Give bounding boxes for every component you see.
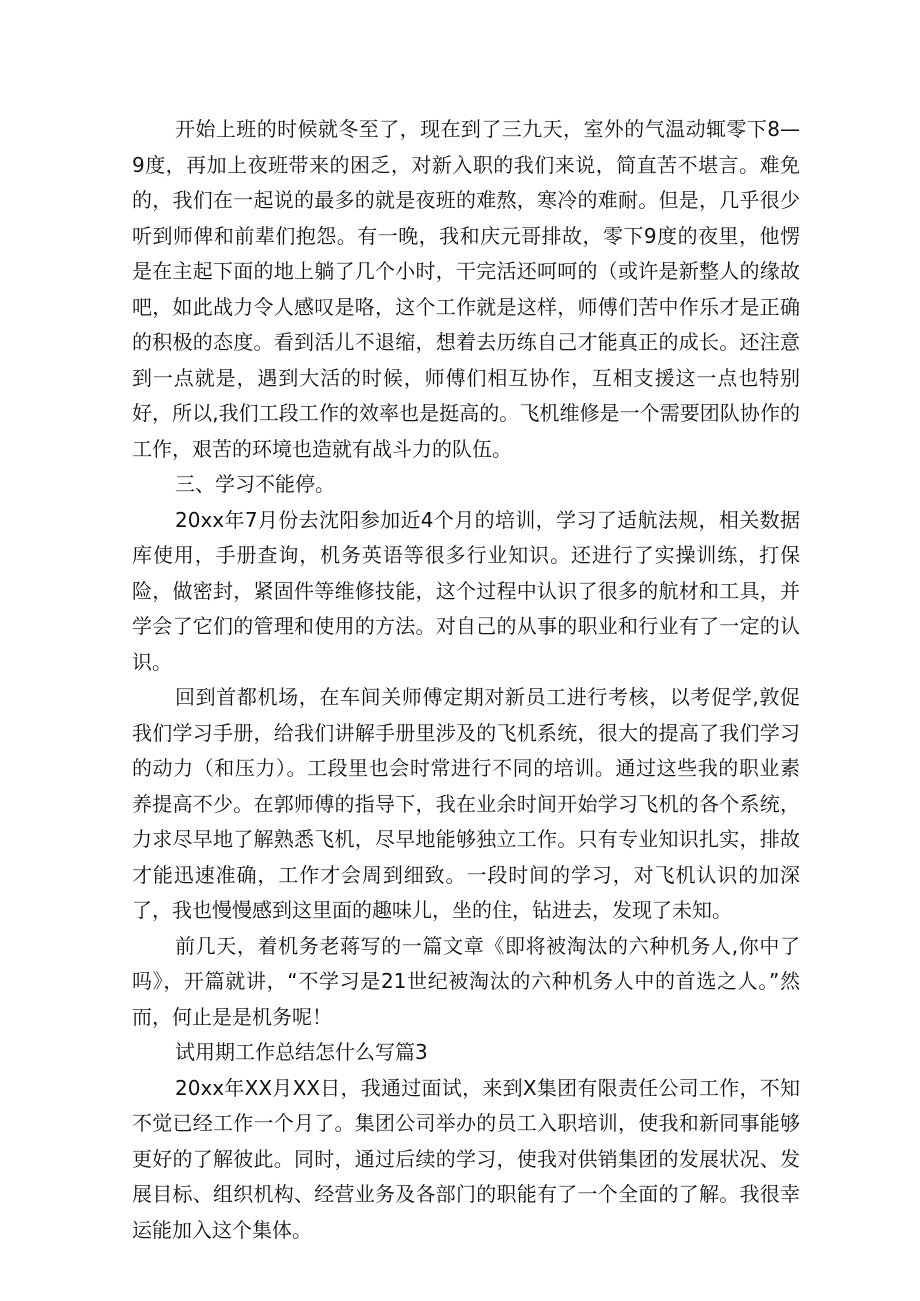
paragraph-onboarding: 20xx年XX月XX日，我通过面试，来到X集团有限责任公司工作，不知不觉已经工作一个月了。集团公司举办的员工入职培训，使我和新同事能够更好的了解彼此。同时，通过后续的学习，使我对供销集团的发展状况、发展目标、组织机构、经营业务及各部门的职能有了一个全面的了解。我很幸运能加入这个集体。 bbox=[132, 1075, 800, 1242]
paragraph-article-quote: 前几天，着机务老蒋写的一篇文章《即将被淘汰的六种机务人,你中了吗》，开篇就讲，“不学习是21世纪被淘汰的六种机务人中的首选之人。”然而，何止是是机务呢！ bbox=[132, 933, 800, 1029]
section-heading-keep-learning: 三、学习不能停。 bbox=[175, 472, 335, 496]
paragraph-night-shift: 开始上班的时候就冬至了，现在到了三九天，室外的气温动辄零下8—9度，再加上夜班带来的困乏，对新入职的我们来说，简直苦不堪言。难免的，我们在一起说的最多的就是夜班的难熬，寒冷的难耐。但是，几乎很少听到师俾和前辈们抱怨。有一晚，我和庆元哥排故，零下9度的夜里，他愣是在主起下面的地上躺了几个小时，干完活还呵呵的（或许是新整人的缘故吧，如此战力令人感叹是咯，这个工作就是这样，师傅们苦中作乐才是正确的积极的态度。看到活儿不退缩，想着去历练自己才能真正的成长。还注意到一点就是，遇到大活的时候，师傅们相互协作，互相支援这一点也特别好，所以,我们工段工作的效率也是挺高的。飞机维修是一个需要团队协作的工作，艰苦的环境也造就有战斗力的队伍。 bbox=[132, 117, 800, 461]
article-title-part3: 试用期工作总结怎什么写篇3 bbox=[175, 1040, 428, 1064]
paragraph-shenyang-training: 20xx年7月份去沈阳参加近4个月的培训，学习了适航法规，相关数据库使用，手册查询，机务英语等很多行业知识。还进行了实操训练，打保险，做密封，紧固件等维修技能，这个过程中认识了很多的航材和工具，并学会了它们的管理和使用的方法。对自己的从事的职业和行业有了一定的认识。 bbox=[132, 507, 800, 674]
paragraph-capital-airport: 回到首都机场，在车间关师傅定期对新员工进行考核，以考促学,敦促我们学习手册，给我们讲解手册里涉及的飞机系统，很大的提高了我们学习的动力（和压力）。工段里也会时常进行不同的培训。通过这些我的职业素养提高不少。在郭师傅的指导下，我在业余时间开始学习飞机的各个系统，力求尽早地了解熟悉飞机，尽早地能够独立工作。只有专业知识扎实，排故才能迅速准确，工作才会周到细致。一段时间的学习，对飞机认识的加深了，我也慢慢感到这里面的趣味儿，坐的住，钻进去，发现了未知。 bbox=[132, 685, 800, 922]
document-body bbox=[132, 112, 800, 1248]
